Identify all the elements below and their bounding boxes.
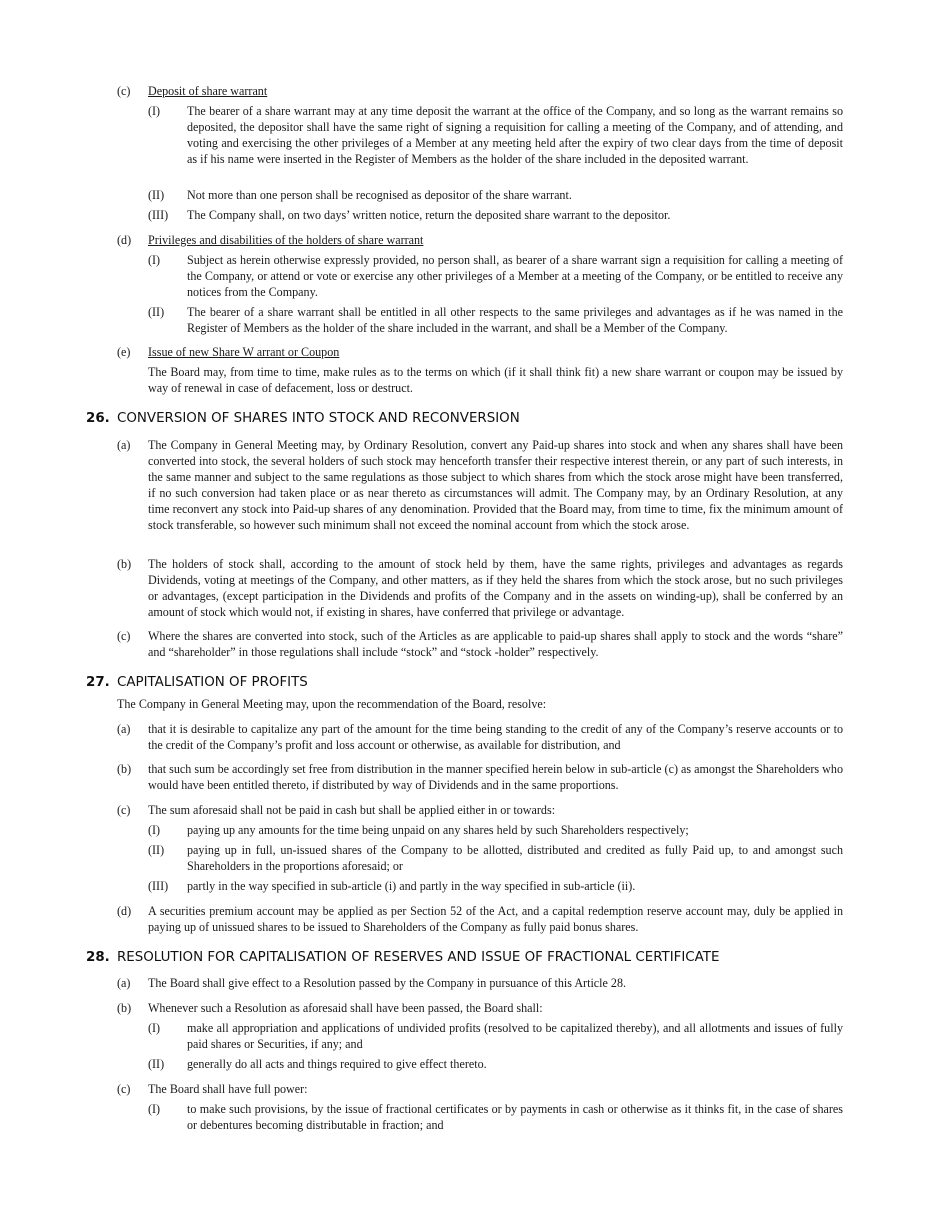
clause-label: (c) [117, 1082, 131, 1096]
subclause-label: (II) [148, 843, 165, 857]
subclause-label: (I) [148, 823, 161, 837]
subclause-text: The Company shall, on two days’ written notice, return the deposited share warrant to the depositor. [187, 208, 671, 222]
subclause-text: paying up in full, un-issued shares of the Company to be allotted, distributed and credited as fully Paid up, to and amongst such Shareholders in the proportions aforesaid; or [187, 843, 843, 873]
clause-label: (c) [117, 84, 131, 98]
subclause-label: (I) [148, 253, 161, 267]
subclause-label: (III) [148, 879, 169, 893]
article-heading: CAPITALISATION OF PROFITS [117, 675, 308, 690]
clause-text: Whenever such a Resolution as aforesaid shall have been passed, the Board shall: [148, 1001, 543, 1015]
clause-text: The Company in General Meeting may, by Ordinary Resolution, convert any Paid-up shares into stock and when any shares shall have been converted into stock, the several holders of such stock may henceforth transfer their respective interest therein, or any part of such interests, in the same manner and subject to the same regulations as those subject to which shares from which the stock arose might have been transferred, if no such conversion had taken place or as near thereto as circumstances will admit. The Company may, by an Ordinary Resolution, at any time reconvert any stock into Paid-up shares of any denomination. Provided that the Board may, from time to time, fix the minimum amount of stock transferable, so however such minimum shall not exceed the nominal account from which the stock arose. [148, 438, 843, 532]
article-heading: RESOLUTION FOR CAPITALISATION OF RESERVES AND ISSUE OF FRACTIONAL CERTIFICATE [117, 950, 720, 965]
subclause-label: (I) [148, 104, 161, 118]
clause-label: (b) [117, 557, 132, 571]
clause-text: that such sum be accordingly set free from distribution in the manner specified herein below in sub-article (c) as amongst the Shareholders who would have been entitled thereto, if distributed by way of Dividends and in the same proportions. [148, 762, 843, 792]
clause-text: that it is desirable to capitalize any part of the amount for the time being standing to the credit of any of the Company’s reserve accounts or to the credit of the Company’s profit and loss account or otherwise, as available for distribution, and [148, 722, 843, 752]
subclause-text: The bearer of a share warrant may at any time deposit the warrant at the office of the Company, and so long as the warrant remains so deposited, the depositor shall have the same right of signing a requisition for calling a meeting of the Company, and of attending, and voting and exercising the other privileges of a Member at any meeting held after the expiry of two clear days from the time of deposit as if his name were inserted in the Register of Members as the holder of the share included in the deposited warrant. [187, 104, 843, 166]
clause-label: (a) [117, 722, 131, 736]
clause-text: The Board shall give effect to a Resolution passed by the Company in pursuance of this Article 28. [148, 976, 627, 990]
subclause-text: paying up any amounts for the time being unpaid on any shares held by such Shareholders respectively; [187, 823, 689, 837]
subclause-label: (II) [148, 188, 165, 202]
clause-text: The Board may, from time to time, make rules as to the terms on which (if it shall think fit) a new share warrant or coupon may be issued by way of renewal in case of defacement, loss or destruct. [148, 365, 843, 395]
clause-label: (b) [117, 762, 132, 776]
clause-label: (d) [117, 233, 132, 247]
article-number: 26. [86, 411, 110, 426]
subclause-text: Subject as herein otherwise expressly provided, no person shall, as bearer of a share warrant sign a requisition for calling a meeting of the Company, or attend or vote or exercise any other privileges of a Member at a meeting of the Company, or be entitled to receive any notices from the Company. [187, 253, 843, 299]
subclause-label: (II) [148, 305, 165, 319]
article-number: 28. [86, 950, 110, 965]
clause-label: (c) [117, 803, 131, 817]
subclause-text: to make such provisions, by the issue of fractional certificates or by payments in cash or otherwise as it thinks fit, in the case of shares or debentures becoming distributable in fraction; and [187, 1102, 843, 1132]
clause-label: (b) [117, 1001, 132, 1015]
clause-label: (c) [117, 629, 131, 643]
clause-label: (d) [117, 904, 132, 918]
subclause-label: (I) [148, 1102, 161, 1116]
subclause-label: (I) [148, 1021, 161, 1035]
subclause-text: The bearer of a share warrant shall be entitled in all other respects to the same privileges and advantages as if he was named in the Register of Members as the holder of the share included in the warrant, and shall be a Member of the Company. [187, 305, 843, 335]
subclause-label: (II) [148, 1057, 165, 1071]
clause-label: (a) [117, 438, 131, 452]
clause-label: (a) [117, 976, 131, 990]
clause-text: The sum aforesaid shall not be paid in cash but shall be applied either in or towards: [148, 803, 556, 817]
subclause-text: make all appropriation and applications of undivided profits (resolved to be capitalized thereby), and all allotments and issues of fully paid shares or Securities, if any; and [187, 1021, 843, 1051]
clause-text: The holders of stock shall, according to the amount of stock held by them, have the same rights, privileges and advantages as regards Dividends, voting at meetings of the Company, and other matters, as if they held the shares from which the stock arose, but no such privileges or advantages, (except participation in the Dividends and profits of the Company and in the assets on winding-up), shall be conferred by an amount of stock which would not, if existing in shares, have conferred that privilege or advantage. [148, 557, 843, 619]
article-number: 27. [86, 675, 110, 690]
clause-title: Privileges and disabilities of the holders of share warrant [148, 233, 424, 247]
subclause-text: generally do all acts and things required to give effect thereto. [187, 1057, 487, 1071]
article-heading: CONVERSION OF SHARES INTO STOCK AND RECONVERSION [117, 411, 520, 426]
subclause-label: (III) [148, 208, 169, 222]
clause-text: Where the shares are converted into stock, such of the Articles as are applicable to paid-up shares shall apply to stock and the words “share” and “shareholder” in those regulations shall include “stock” and “stock -holder” respectively. [148, 629, 843, 659]
clause-text: The Board shall have full power: [148, 1082, 308, 1096]
clause-label: (e) [117, 345, 131, 359]
subclause-text: partly in the way specified in sub-article (i) and partly in the way specified in sub-article (ii). [187, 879, 636, 893]
article-intro: The Company in General Meeting may, upon the recommendation of the Board, resolve: [117, 697, 547, 711]
clause-title: Deposit of share warrant [148, 84, 268, 98]
clause-title: Issue of new Share W arrant or Coupon [148, 345, 340, 359]
clause-text: A securities premium account may be applied as per Section 52 of the Act, and a capital redemption reserve account may, duly be applied in paying up of unissued shares to be issued to Shareholders of the Company as fully paid bonus shares. [148, 904, 843, 934]
subclause-text: Not more than one person shall be recognised as depositor of the share warrant. [187, 188, 572, 202]
